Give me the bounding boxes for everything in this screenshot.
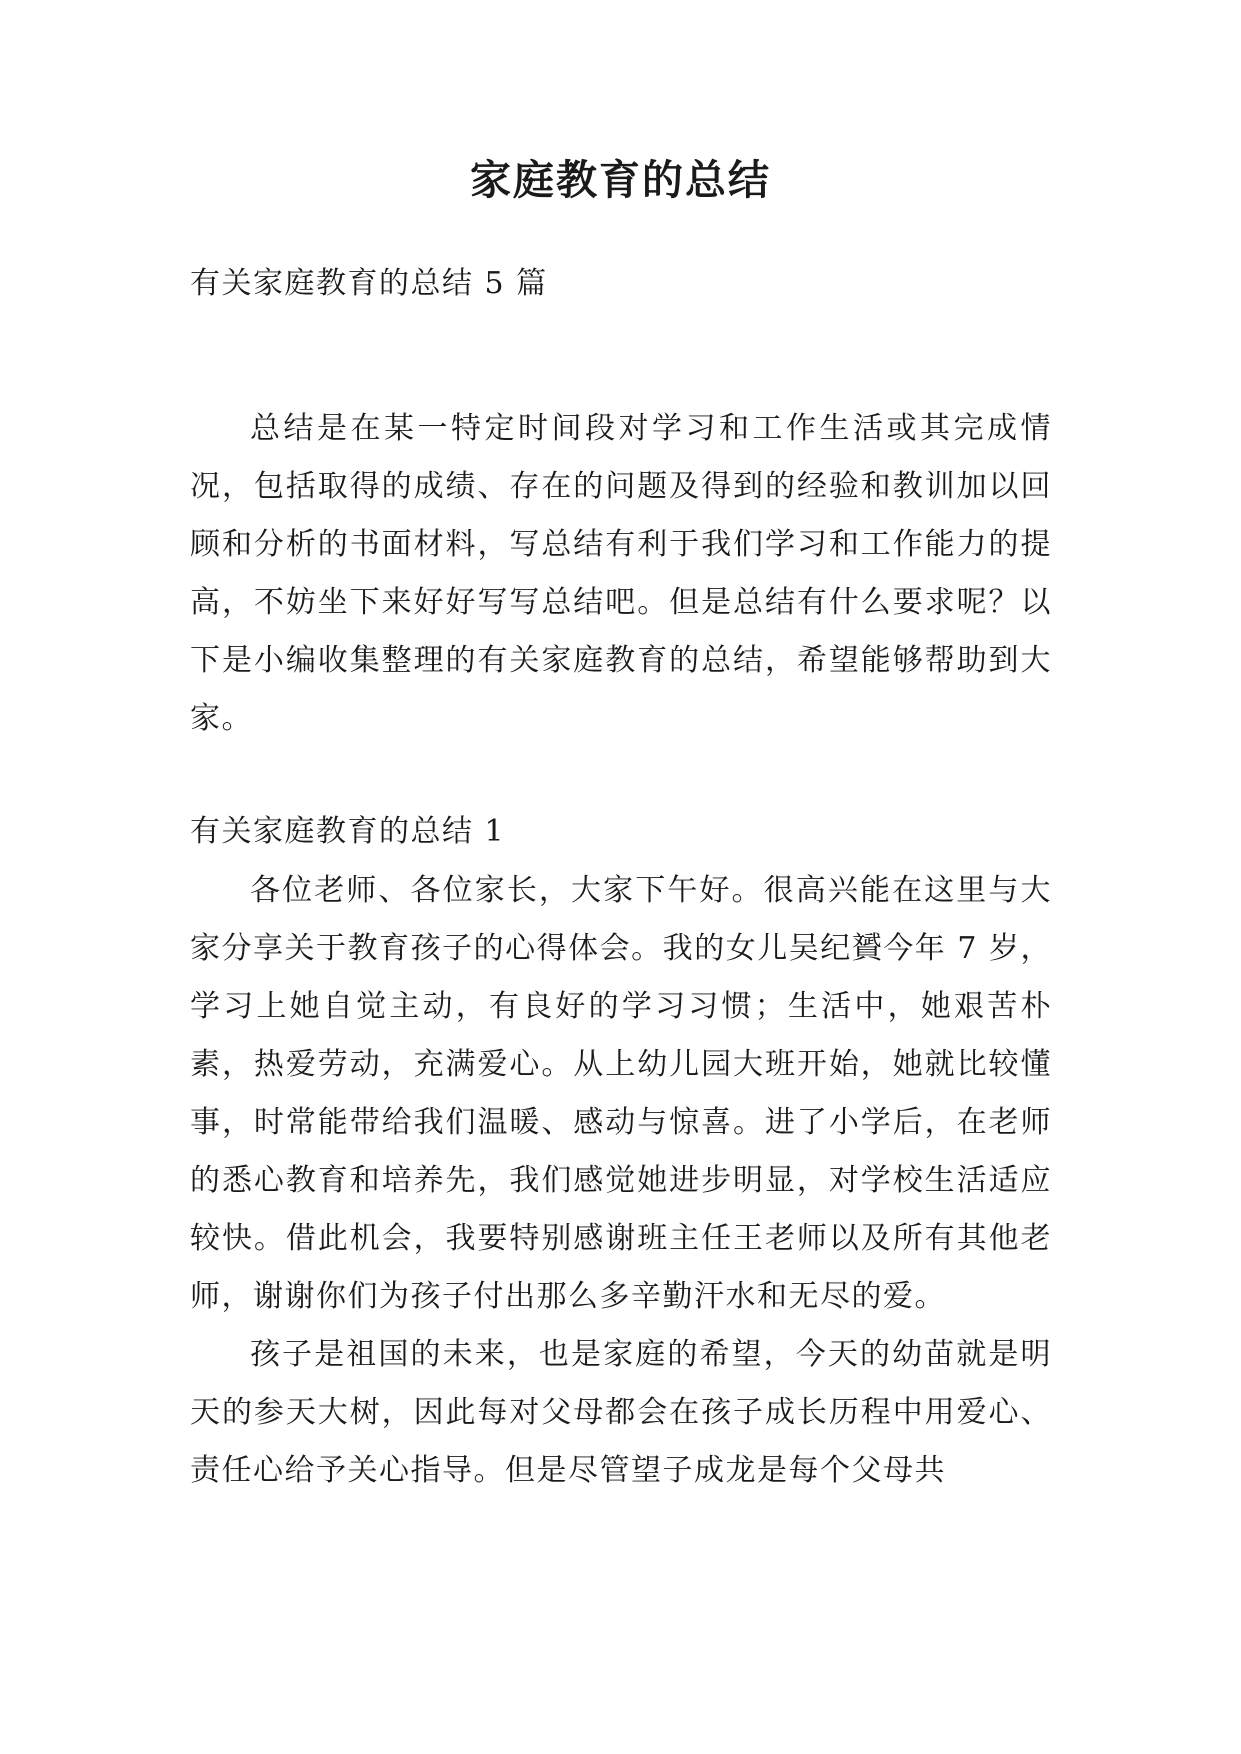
section-body: [190, 862, 1052, 1500]
document-title: 家庭教育的总结: [470, 156, 771, 204]
body-paragraph: 各位老师、各位家长，大家下午好。很高兴能在这里与大家分享关于教育孩子的心得体会。我的女儿吴纪贇今年 7 岁，学习上她自觉主动，有良好的学习习惯；生活中，她艰苦朴素，热爱劳动，充满爱心。从上幼儿园大班开始，她就比较懂事，时常能带给我们温暖、感动与惊喜。进了小学后，在老师的悉心教育和培养先，我们感觉她进步明显，对学校生活适应较快。借此机会，我要特别感谢班主任王老师以及所有其他老师，谢谢你们为孩子付出那么多辛勤汗水和无尽的爱。: [190, 873, 1052, 1314]
document-subtitle: 有关家庭教育的总结 5 篇: [190, 266, 548, 301]
intro-block: [190, 400, 1052, 748]
body-paragraph: 孩子是祖国的未来，也是家庭的希望，今天的幼苗就是明天的参天大树，因此每对父母都会在孩子成长历程中用爱心、责任心给予关心指导。但是尽管望子成龙是每个父母共: [190, 1337, 1052, 1488]
section-heading: 有关家庭教育的总结 1: [190, 814, 506, 849]
intro-paragraph: 总结是在某一特定时间段对学习和工作生活或其完成情况，包括取得的成绩、存在的问题及得到的经验和教训加以回顾和分析的书面材料，写总结有利于我们学习和工作能力的提高，不妨坐下来好好写写总结吧。但是总结有什么要求呢？以下是小编收集整理的有关家庭教育的总结，希望能够帮助到大家。: [190, 411, 1052, 736]
